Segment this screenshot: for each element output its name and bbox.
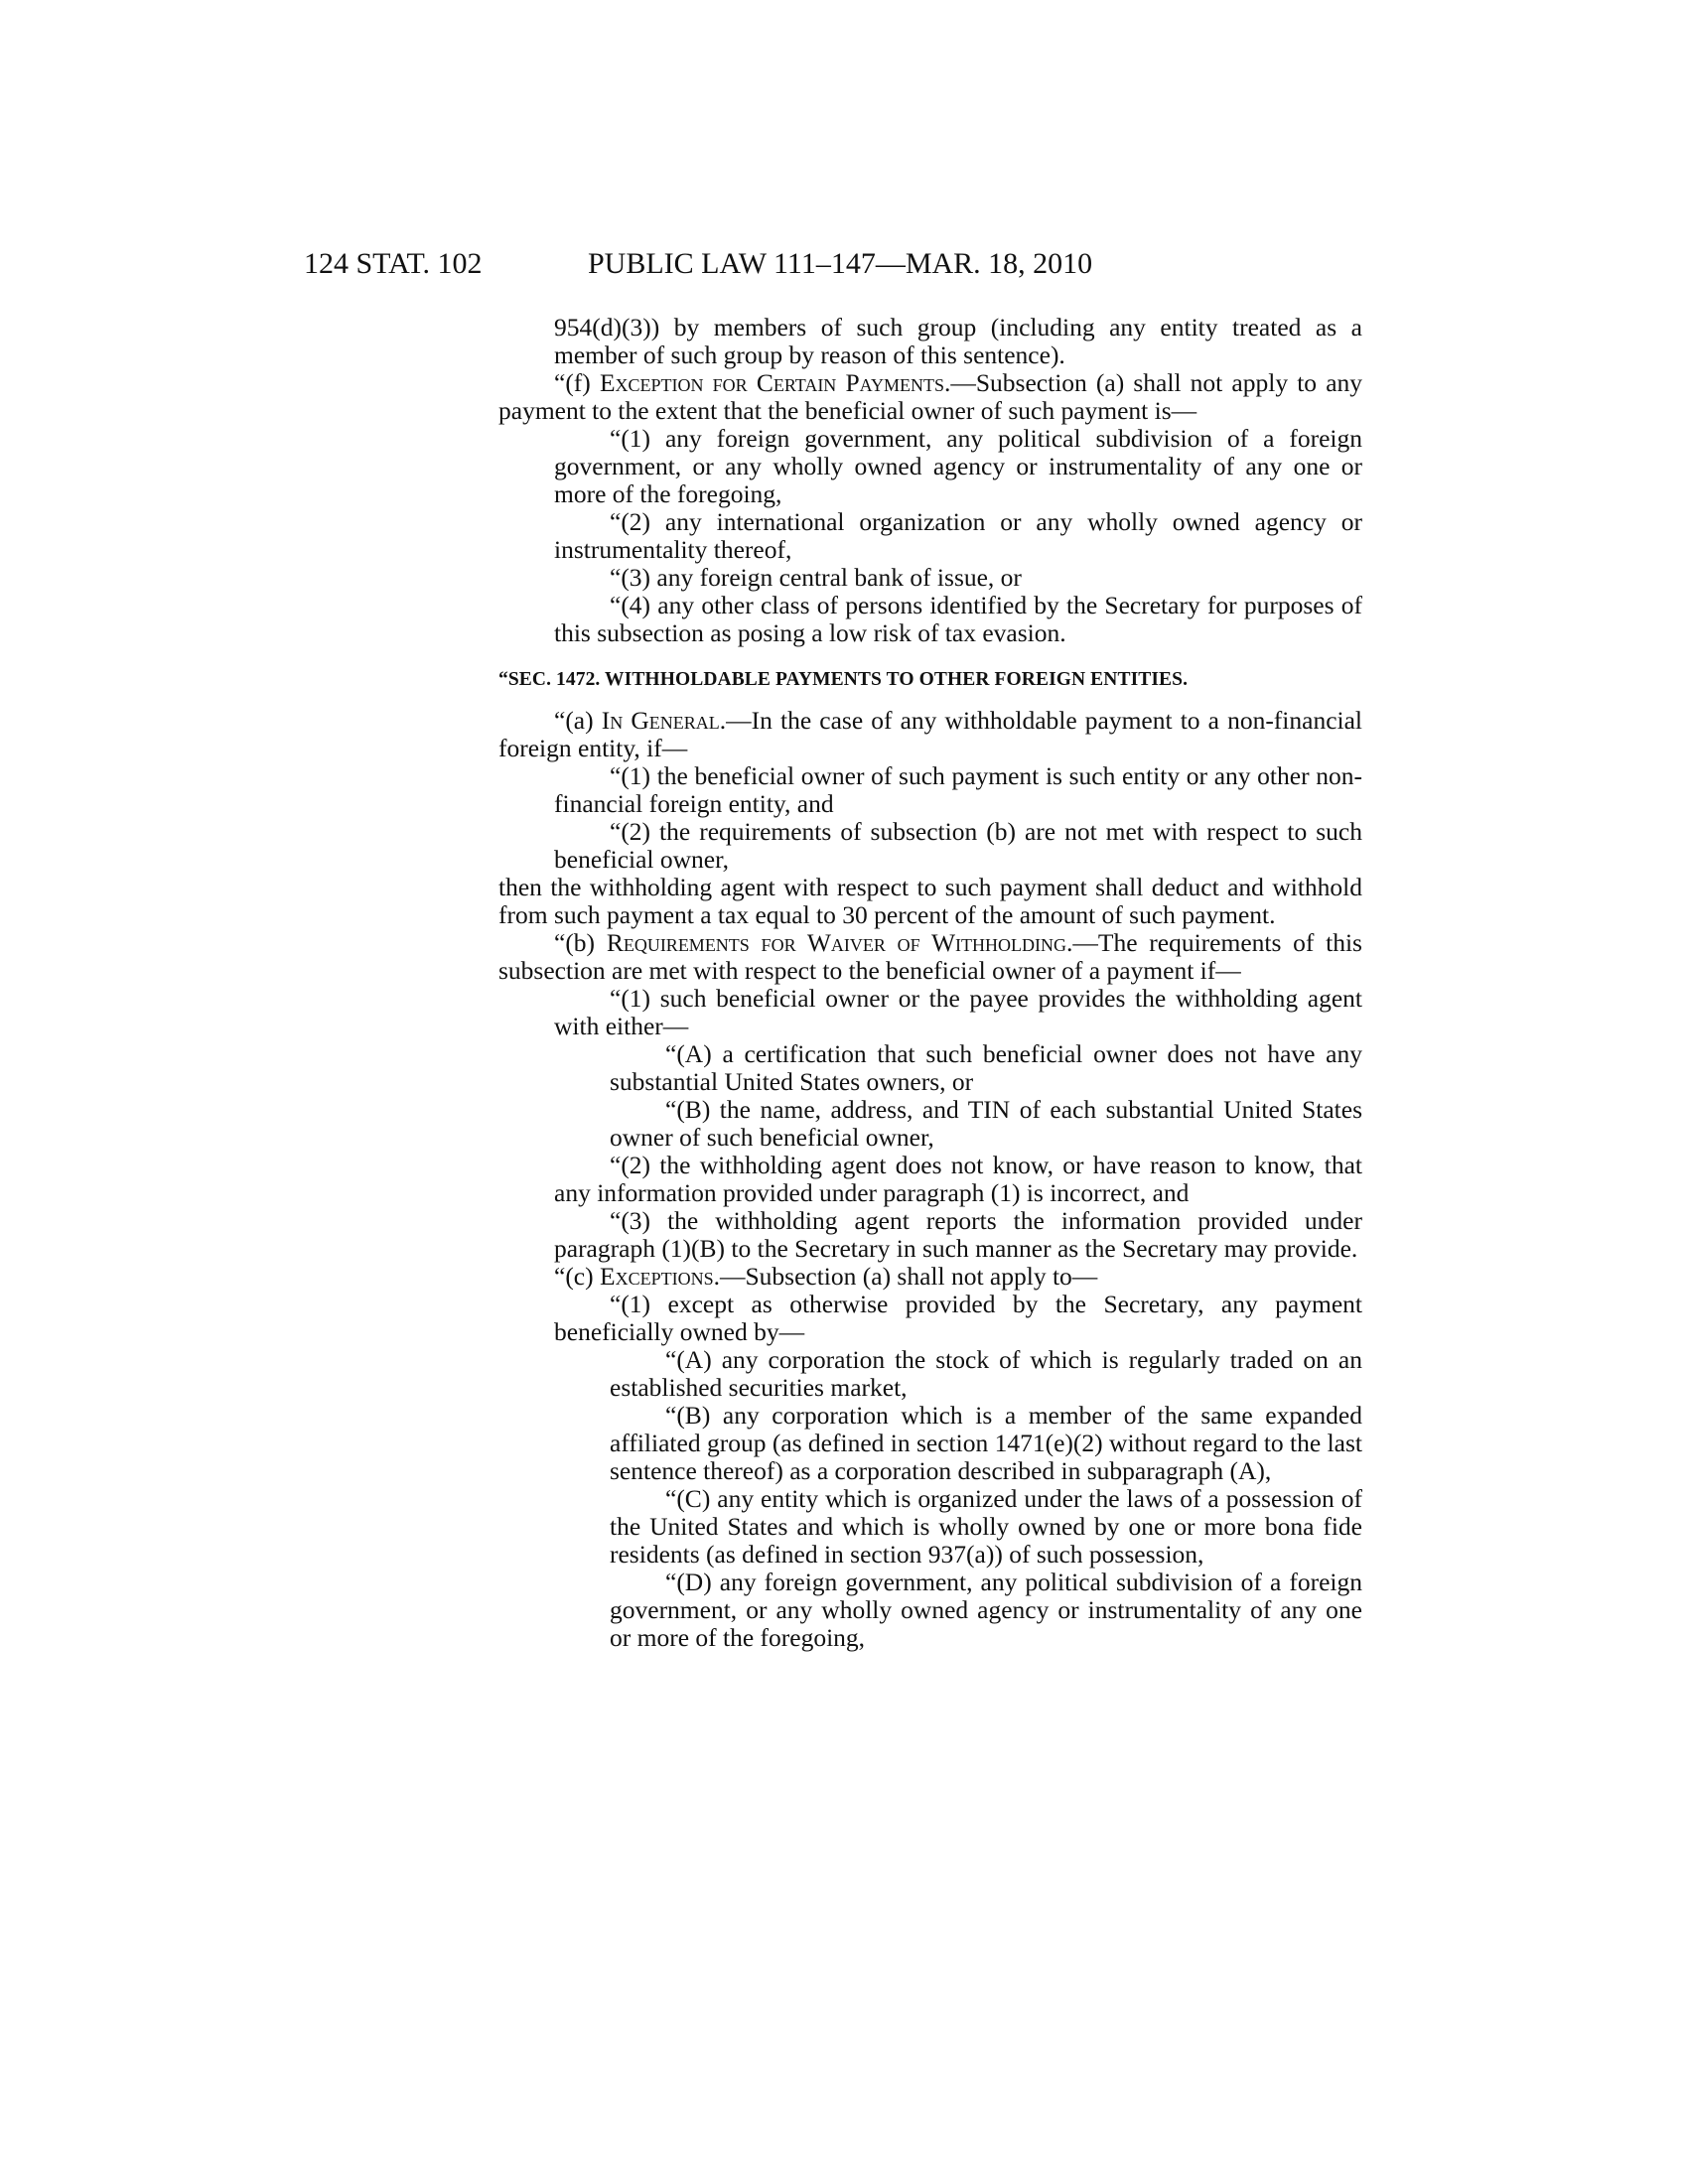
statute-page-reference: 124 STAT. 102 [304,247,483,280]
paragraph-f3: “(3) any foreign central bank of issue, or [610,563,1022,592]
subparagraph-c1B: “(B) any corporation which is a member of the same expanded affiliated group (as defined in section 1471(e)(2) without regard to the last sentence thereof) as a corporation described in subparagraph (A), [610,1401,1362,1485]
subsection-a-text: .—In the case of any withholdable payment to a non-financial foreign entity, if— [498,706,1363,762]
section-heading: “SEC. 1472. WITHHOLDABLE PAYMENTS TO OTHER FOREIGN ENTITIES. [498,669,1189,690]
subsection-f-heading: Exception for Certain Payments [599,368,944,397]
subsection-b-heading: Requirements for Waiver of Withholding [606,928,1067,957]
running-head [0,244,1688,284]
paragraph-a1: “(1) the beneficial owner of such payment is such entity or any other non-financial foreign entity, and [554,761,1362,818]
subsection-f-text: .—Subsection (a) shall not apply to any payment to the extent that the beneficial owner of such payment is— [498,368,1363,425]
subsection-a-heading: In General [601,706,720,735]
statute-body [498,314,1362,1652]
subsection-a-closing: then the withholding agent with respect to such payment shall deduct and withhold from such payment a tax equal to 30 percent of the amount of such payment. [498,873,1362,929]
paragraph-c1: “(1) except as otherwise provided by the Secretary, any payment beneficially owned by— [554,1290,1362,1346]
subsection-a-label: “(a) [554,706,594,735]
paragraph-f2: “(2) any international organization or any wholly owned agency or instrumentality thereof, [554,507,1362,564]
paragraph-b1: “(1) such beneficial owner or the payee provides the withholding agent with either— [554,984,1362,1040]
subparagraph-c1D: “(D) any foreign government, any political subdivision of a foreign government, or any wholly owned agency or instrumentality of any one or more of the foregoing, [610,1568,1362,1652]
subsection-f [498,369,1362,425]
paragraph-b2: “(2) the withholding agent does not know, or have reason to know, that any information provided under paragraph (1) is incorrect, and [554,1151,1362,1207]
paragraph-a2: “(2) the requirements of subsection (b) are not met with respect to such beneficial owner, [554,817,1362,874]
subsection-c-heading: Exceptions [600,1262,714,1291]
subsection-c-label: “(c) [554,1262,594,1291]
subsection-c-text: .—Subsection (a) shall not apply to— [713,1262,1098,1291]
subsection-b-label: “(b) [554,928,596,957]
subparagraph-c1C: “(C) any entity which is organized under the laws of a possession of the United States and which is wholly owned by one or more bona fide residents (as defined in section 937(a)) of such possession, [610,1484,1362,1569]
subparagraph-b1B: “(B) the name, address, and TIN of each substantial United States owner of such beneficial owner, [610,1095,1362,1152]
continued-paragraph: 954(d)(3)) by members of such group (including any entity treated as a member of such group by reason of this sentence). [554,313,1362,369]
subsection-f-label: “(f) [554,368,591,397]
paragraph-f1: “(1) any foreign government, any political subdivision of a foreign government, or any wholly owned agency or instrumentality of any one or more of the foregoing, [554,424,1362,508]
paragraph-f4: “(4) any other class of persons identified by the Secretary for purposes of this subsection as posing a low risk of tax evasion. [554,591,1362,647]
subsection-c [498,1263,1362,1291]
paragraph-b3: “(3) the withholding agent reports the information provided under paragraph (1)(B) to the Secretary in such manner as the Secretary may provide. [554,1206,1362,1263]
public-law-citation: PUBLIC LAW 111–147—MAR. 18, 2010 [588,247,1093,280]
subparagraph-c1A: “(A) any corporation the stock of which is regularly traded on an established securities market, [610,1345,1362,1402]
subsection-a [498,707,1362,762]
subsection-b-text: .—The requirements of this subsection are met with respect to the beneficial owner of a payment if— [498,928,1362,985]
subparagraph-b1A: “(A) a certification that such beneficial owner does not have any substantial United States owners, or [610,1039,1362,1096]
subsection-b [498,929,1362,985]
